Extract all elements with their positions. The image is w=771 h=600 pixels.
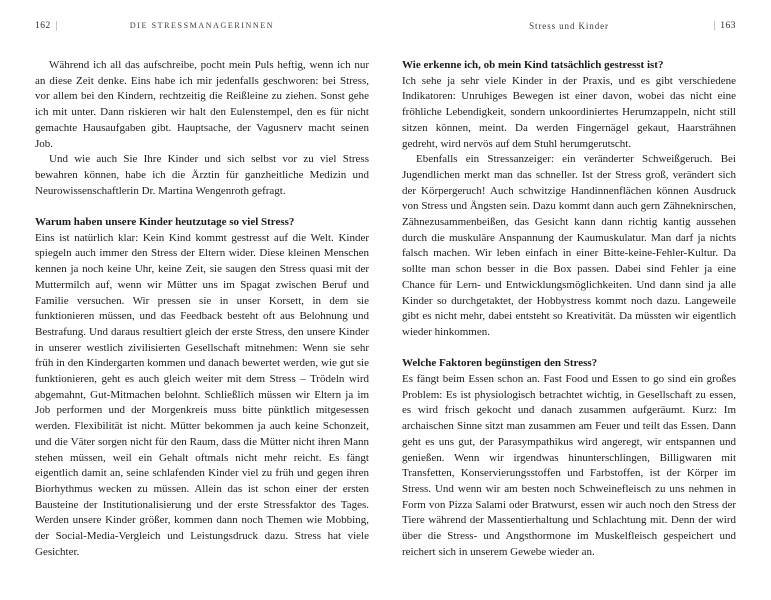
running-head-right: Stress und Kinder	[529, 20, 609, 31]
paragraph-interview-lead: Und wie auch Sie Ihre Kinder und sich selbst vor zu viel Stress bewahren können, habe ich die Ärztin für ganzheitliche Medizin und Neurowissenschaftlerin Dr. Martina Wengenroth gefragt.	[35, 153, 369, 197]
running-head-left: DIE STRESSMANAGERINNEN	[129, 20, 275, 30]
section-heading-why-stress: Warum haben unsere Kinder heutzutage so viel Stress?	[35, 216, 295, 229]
page-number-group-left	[35, 20, 63, 31]
paragraph-stress-signs: Ebenfalls ein Stressanzeiger: ein veränderter Schweißgeruch. Bei Jugendlichen merkt man das schneller. Ist der Stress groß, verändert sich der Körpergeruch! Auch schwitzige Handinnenflächen können Ausdruck von Stress und Ängsten sein. Dazu kommt dann auch gern Zähneknirschen, Zähnezusammenbeißen, das Gesicht kann dann richtig kantig aussehen durch die muskuläre Anspannung der Kaumuskulatur. Man darf ja nichts falsch machen. Wir leben einfach in einer Bitte-keine-Fehler-Kultur. Da sollte man schon besser in die Box passen. Dabei sind Fehler ja eine Chance für Lern- und Entwicklungsmöglichkeiten. Und dann sind ja alle Kinder so durchgetaktet, der Hobbystress kommt noch dazu. Langeweile gibt es nicht mehr, dabei entsteht so Kreativität. Da müssten wir eigentlich wieder hinkommen.	[402, 153, 736, 338]
page-right	[402, 0, 736, 600]
section-heading-stress-factors: Welche Faktoren begünstigen den Stress?	[402, 357, 598, 370]
section-heading-recognize-stress: Wie erkenne ich, ob mein Kind tatsächlich gestresst ist?	[402, 59, 664, 71]
page-header-right	[402, 20, 736, 34]
paragraph-answer-factors: Es fängt beim Essen schon an. Fast Food und Essen to go sind ein großes Problem: Es ist physiologisch betrachtet wichtig, in Gesellschaft zu essen, es wird frisch gekocht und danach zusammen aufgeräumt. Kurz: Im archaischen Sinne sitzt man zusammen am Feuer und teilt das Essen. Dann geht es uns gut, der Parasympathikus wird angeregt, wir entspannen und genießen. Wenn wir irgendwas hinunterschlingen, Billigwaren mit Transfetten, Konservierungsstoffen und Farbstoffen, ist der Körper im Stress. Und wenn wir am besten noch Schweinefleisch zu uns nehmen in Form von Pizza Salami oder Bratwurst, essen wir auch noch den Stress der Tiere während der Massentierhaltung und Schlachtung mit. Denn der wird über die Stress- und Angsthormone im Muskelfleisch gespeichert und reichert sich in unserem Gewebe wieder an.	[402, 373, 736, 558]
paragraph-answer-why-stress: Eins ist natürlich klar: Kein Kind kommt gestresst auf die Welt. Kinder spiegeln auch immer den Stress der Eltern wider. Diese kleinen Menschen kennen ja noch keine Uhr, keine Zeit, sie saugen den Stress quasi mit der Muttermilch auf, wenn wir Mütter uns im Spagat zwischen Beruf und Familie versuchen. Wir pressen sie in unser Korsett, in dem sie funktionieren müssen, und das Feedback besteht oft aus Belohnung und Bestrafung. Und daraus resultiert gleich der erste Stress, den unsere Kinder in unserer westlich zivilisierten Gesellschaft mitnehmen: Wenn sie sehr früh in den Kindergarten kommen und danach bewertet werden, wie gut sie funktionieren, geht es auch gleich weiter mit dem Stress – Trödeln wird abgemahnt, Gut-Mitmachen belohnt. Schließlich müssen wir Eltern ja im Job performen und der Morgenkreis muss bitte pünktlich mitgesessen werden. Flexibilität ist nicht. Mütter bekommen ja auch keine Schonzeit, und die Väter sorgen nicht für den Raum, dass die Mütter nicht ihren Mann stehen müssen, weil ein Gehalt oftmals nicht mehr reicht. Es fängt eigentlich damit an, seine schlafenden Kinder viel zu früh und gegen ihren Biorhythmus wecken zu müssen. Allein das ist schon einer der ersten Bausteine der Institutionalisierung und der erste Stressfaktor des Tages. Werden unsere Kinder größer, kommen dann noch Themen wie Mobbing, der Social-Media-Vergleich und Leistungsdruck dazu. Stress hat viele Gesichter.	[35, 231, 369, 558]
header-divider-left: |	[55, 20, 58, 31]
page-body-right	[402, 58, 736, 594]
page-number-left: 162	[35, 21, 51, 31]
page-number-right: 163	[720, 21, 736, 31]
page-body-left	[35, 58, 369, 594]
header-divider-right: |	[713, 20, 716, 31]
paragraph-answer-recognize: Ich sehe ja sehr viele Kinder in der Praxis, und es gibt verschiedene Indikatoren: Unruhiges Bewegen ist einer davon, wobei das nicht eine fröhliche Lebendigkeit, sondern unkoordiniertes Herumzappeln, nicht still sitzen können, meint. Da werden Fingernägel gekaut, Haarsträhnen gedreht, wird nervös auf dem Stuhl herumgerutscht.	[402, 74, 736, 150]
page-number-group-right	[708, 20, 736, 31]
paragraph-intro: Während ich all das aufschreibe, pocht mein Puls heftig, wenn ich nur an diese Zeit denke. Eins habe ich mir jedenfalls geschworen: bei Stress, vor allem bei den Kindern, rechtzeitig die Reißleine zu ziehen. Sonst gehe ich mit unter. Dann riskieren wir halt den Eulenstempel, den es für nicht gemachte Hausaufgaben gibt. Hauptsache, der Vagusnerv macht seinen Job.	[35, 59, 369, 150]
page-left	[35, 0, 369, 600]
page-header-left	[35, 20, 369, 34]
